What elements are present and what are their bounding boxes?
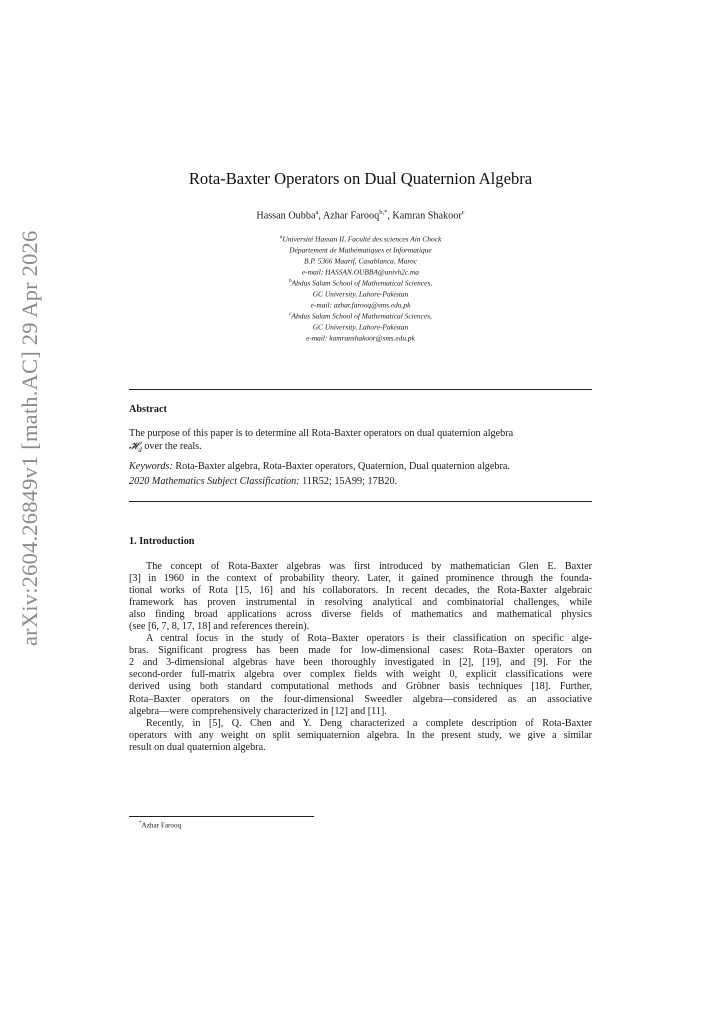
author-list: [0, 209, 721, 221]
affiliation-mark: c: [289, 311, 292, 318]
author-affiliation-mark: a: [315, 209, 319, 216]
affiliation-text: e-mail: kamranshakoor@sms.edu.pk: [306, 333, 415, 343]
author-affiliation-mark: c: [461, 209, 465, 216]
body-line: framework has proven instrumental in resolving analytical and combinatorial challenges, while: [129, 597, 592, 609]
body-line: 2 and 3-dimensional algebras have been thoroughly investigated in [2], [19], and [9]. For the: [129, 657, 592, 669]
affiliation-text: GC University, Lahore-Pakistan: [312, 289, 409, 299]
author-name: Hassan Oubba: [256, 210, 316, 222]
affiliation-text: B.P. 5366 Maarif, Casablanca, Maroc: [304, 256, 417, 266]
arxiv-identifier: arXiv:2604.26849v1 [math.AC] 29 Apr 2026: [17, 230, 42, 646]
msc-label: 2020 Mathematics Subject Classification:: [129, 476, 300, 487]
affiliation-line: [0, 255, 721, 266]
abstract-top-rule: [129, 389, 592, 390]
body-line: Recently, in [5], Q. Chen and Y. Deng characterized a complete description of Rota-Baxter: [146, 717, 592, 729]
body-line: algebra—were comprehensively characterized in [12] and [11].: [129, 705, 387, 717]
abstract-line-2: [129, 441, 592, 457]
affiliation-text: e-mail: azhar.farooq@sms.edu.pk: [310, 300, 411, 310]
msc-classification: [129, 476, 592, 487]
author-name: Kamran Shakoor: [392, 210, 462, 222]
affiliation-text: Abdus Salam School of Mathematical Sciences,: [291, 311, 432, 321]
affiliation-text: Département de Mathématiques et Informatique: [289, 245, 432, 255]
affiliation-line: [0, 332, 721, 343]
keywords: [129, 461, 592, 472]
affiliation-text: e-mail: HASSAN.OUBBA@univh2c.ma: [301, 267, 420, 277]
author-name: Azhar Farooq: [322, 210, 380, 222]
abstract-bottom-rule: [129, 501, 592, 502]
keywords-text: Rota-Baxter algebra, Rota-Baxter operators, Quaternion, Dual quaternion algebra.: [175, 461, 510, 472]
body-line: Rota–Baxter operators on the four-dimensional Sweedler algebra—considered as an associative: [129, 693, 592, 705]
abstract-text: [129, 428, 592, 456]
author-separator: ,: [387, 210, 393, 222]
body-line: (see [6, 7, 8, 17, 18] and references therein).: [129, 621, 310, 633]
body-line: bras. Significant progress has been made for low-dimensional cases: Rota–Baxter operators on: [129, 645, 592, 657]
body-line: [3] in 1960 in the context of probability theory. Later, it gained prominence through the founda-: [129, 573, 592, 585]
affiliation-text: Université Hassan II, Faculté des sciences Ain Chock: [282, 234, 442, 244]
footnote-rule: [129, 816, 314, 817]
keywords-label: Keywords:: [129, 461, 173, 472]
author-separator: ,: [318, 210, 323, 222]
affiliation-line: [0, 277, 721, 288]
affiliation-text: Abdus Salam School of Mathematical Sciences,: [291, 278, 433, 288]
affiliation-line: [0, 244, 721, 255]
footnote: [139, 821, 181, 829]
body-line: operators with any weight on split semiquaternion algebra. In the present study, we give a similar: [129, 729, 592, 741]
abstract-line-1: The purpose of this paper is to determine all Rota-Baxter operators on dual quaternion algebra: [129, 428, 514, 439]
affiliation-line: [0, 233, 721, 244]
affiliations: [0, 233, 721, 343]
msc-codes: 11R52; 15A99; 17B20.: [302, 476, 398, 487]
abstract-line-2-rest: over the reals.: [141, 440, 202, 452]
section-heading-introduction: 1. Introduction: [129, 536, 195, 547]
footnote-text: Azhar Farooq: [141, 821, 182, 830]
affiliation-mark: a: [279, 234, 283, 240]
affiliation-line: [0, 288, 721, 299]
abstract-heading: Abstract: [129, 404, 167, 415]
author-affiliation-mark: b,*: [379, 209, 388, 216]
body-line: also finding broad applications across diverse fields of mathematics and mathematical physics: [129, 609, 592, 621]
math-symbol: 𝓗: [129, 440, 139, 452]
affiliation-line: [0, 266, 721, 277]
footnote-mark: *: [139, 821, 142, 826]
body-line: A central focus in the study of Rota–Baxter operators is their classification on specific alge-: [146, 633, 592, 645]
paper-title: Rota-Baxter Operators on Dual Quaternion Algebra: [188, 169, 533, 188]
affiliation-line: [0, 299, 721, 310]
body-line: result on dual quaternion algebra.: [129, 741, 266, 753]
affiliation-line: [0, 321, 721, 332]
body-line: The concept of Rota-Baxter algebras was first introduced by mathematician Glen E. Baxter: [146, 561, 592, 572]
affiliation-mark: b: [288, 278, 292, 285]
affiliation-line: [0, 310, 721, 321]
body-line: derived using both standard computational methods and Gröbner basis techniques [18]. Further,: [129, 681, 592, 693]
math-subscript: d: [138, 445, 142, 454]
introduction-body: [129, 561, 592, 754]
body-line: second-order full-matrix algebra over complex fields with weight 0, explicit classifications were: [129, 669, 592, 681]
body-line: tional works of Rota [15, 16] and his collaborators. In recent decades, the Rota-Baxter algebraic: [129, 585, 592, 597]
affiliation-text: GC University, Lahore-Pakistan: [312, 322, 409, 332]
